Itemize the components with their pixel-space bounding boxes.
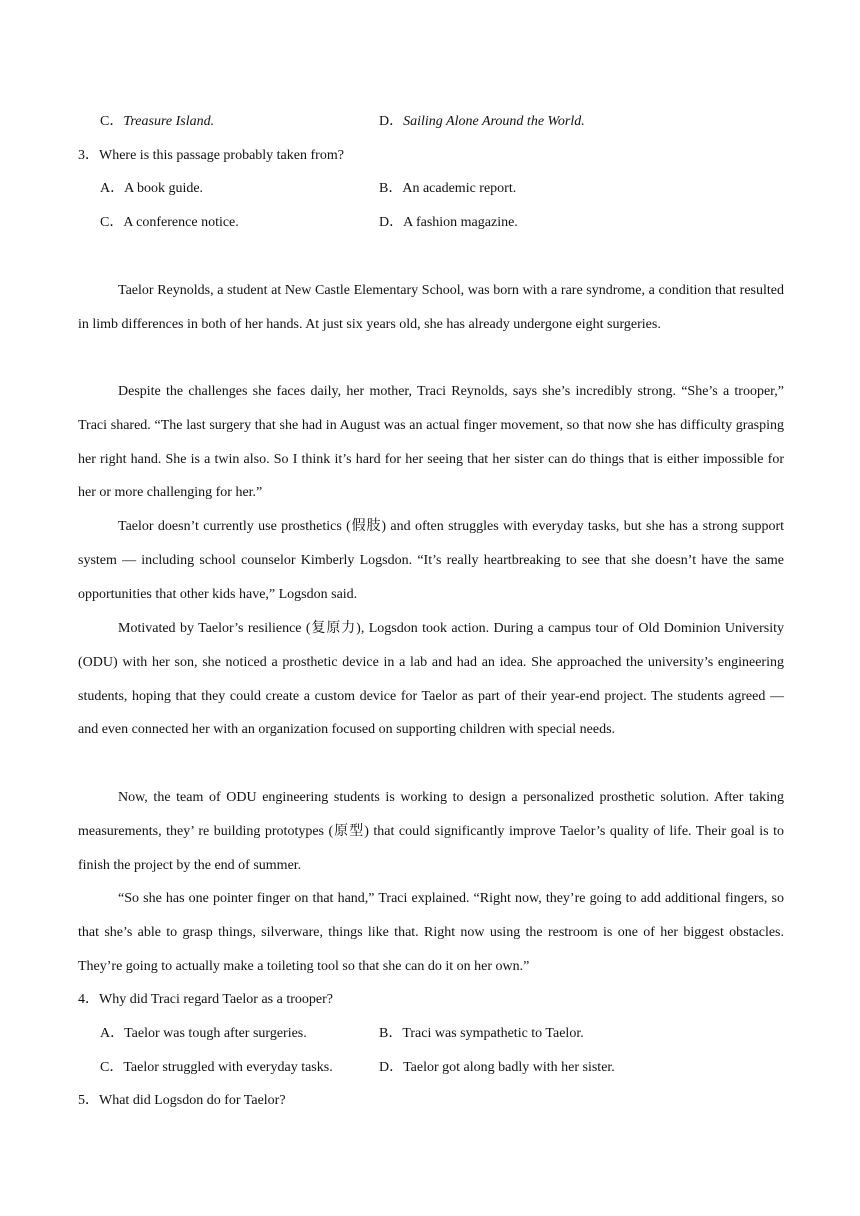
q3-option-b[interactable]: B．An academic report. — [379, 181, 517, 196]
q3-option-d[interactable]: D．A fashion magazine. — [379, 215, 518, 230]
passage-paragraph-4: Motivated by Taelor’s resilience (复原力), Logsdon took action. During a campus tour of Old Dominion University (ODU) with her son, she noticed a prosthetic device in a lab and had an idea. She approached the university’s engineering students, hoping that they could create a custom device for Taelor as part of their year-end project. The students agreed — and even connected her with an organization focused on supporting children with special needs. — [78, 621, 784, 738]
q4-option-b[interactable]: B．Traci was sympathetic to Taelor. — [379, 1026, 584, 1041]
passage-paragraph-1: Taelor Reynolds, a student at New Castle Elementary School, was born with a rare syndrome, a condition that resulted in limb differences in both of her hands. At just six years old, she has already undergone eight surgeries. — [78, 283, 784, 332]
passage-paragraph-5: Now, the team of ODU engineering students is working to design a personalized prosthetic solution. After taking measurements, they’ re building prototypes (原型) that could significantly improve Taelor’s quality of life. Their goal is to finish the project by the end of summer. — [78, 790, 784, 873]
q2-option-d-letter: D． — [379, 114, 404, 129]
q3-stem: 3．Where is this passage probably taken from? — [78, 148, 344, 163]
q3-option-c[interactable]: C．A conference notice. — [100, 215, 239, 230]
q4-stem: 4．Why did Traci regard Taelor as a trooper? — [78, 992, 333, 1007]
q2-option-d-text: Sailing Alone Around the World. — [403, 114, 585, 129]
q4-option-d[interactable]: D．Taelor got along badly with her sister. — [379, 1060, 615, 1075]
passage-paragraph-3: Taelor doesn’t currently use prosthetics (假肢) and often struggles with everyday tasks, but she has a strong support system — including school counselor Kimberly Logsdon. “It’s really heartbreaking to see that she doesn’t have the same opportunities that other kids have,” Logsdon said. — [78, 519, 784, 602]
passage-paragraph-6: “So she has one pointer finger on that hand,” Traci explained. “Right now, they’re going to add additional fingers, so that she’s able to grasp things, silverware, things like that. Right now using the restroom is one of her biggest obstacles. They’re going to actually make a toileting tool so that she can do it on her own.” — [78, 891, 784, 974]
q2-option-c-letter: C． — [100, 114, 124, 129]
q2-option-d[interactable] — [379, 113, 585, 131]
q3-option-a[interactable]: A．A book guide. — [100, 181, 204, 196]
q2-option-c[interactable] — [100, 113, 214, 131]
q5-stem: 5．What did Logsdon do for Taelor? — [78, 1093, 286, 1108]
q2-option-c-text: Treasure Island. — [123, 114, 215, 129]
q4-option-c[interactable]: C．Taelor struggled with everyday tasks. — [100, 1060, 333, 1075]
q4-option-a[interactable]: A．Taelor was tough after surgeries. — [100, 1026, 307, 1041]
passage-paragraph-2: Despite the challenges she faces daily, her mother, Traci Reynolds, says she’s incredibly strong. “She’s a trooper,” Traci shared. “The last surgery that she had in August was an actual finger movement, so that now she has difficulty grasping her right hand. She is a twin also. So I think it’s hard for her seeing that her sister can do things that is either impossible for her or more challenging for her.” — [78, 384, 784, 501]
